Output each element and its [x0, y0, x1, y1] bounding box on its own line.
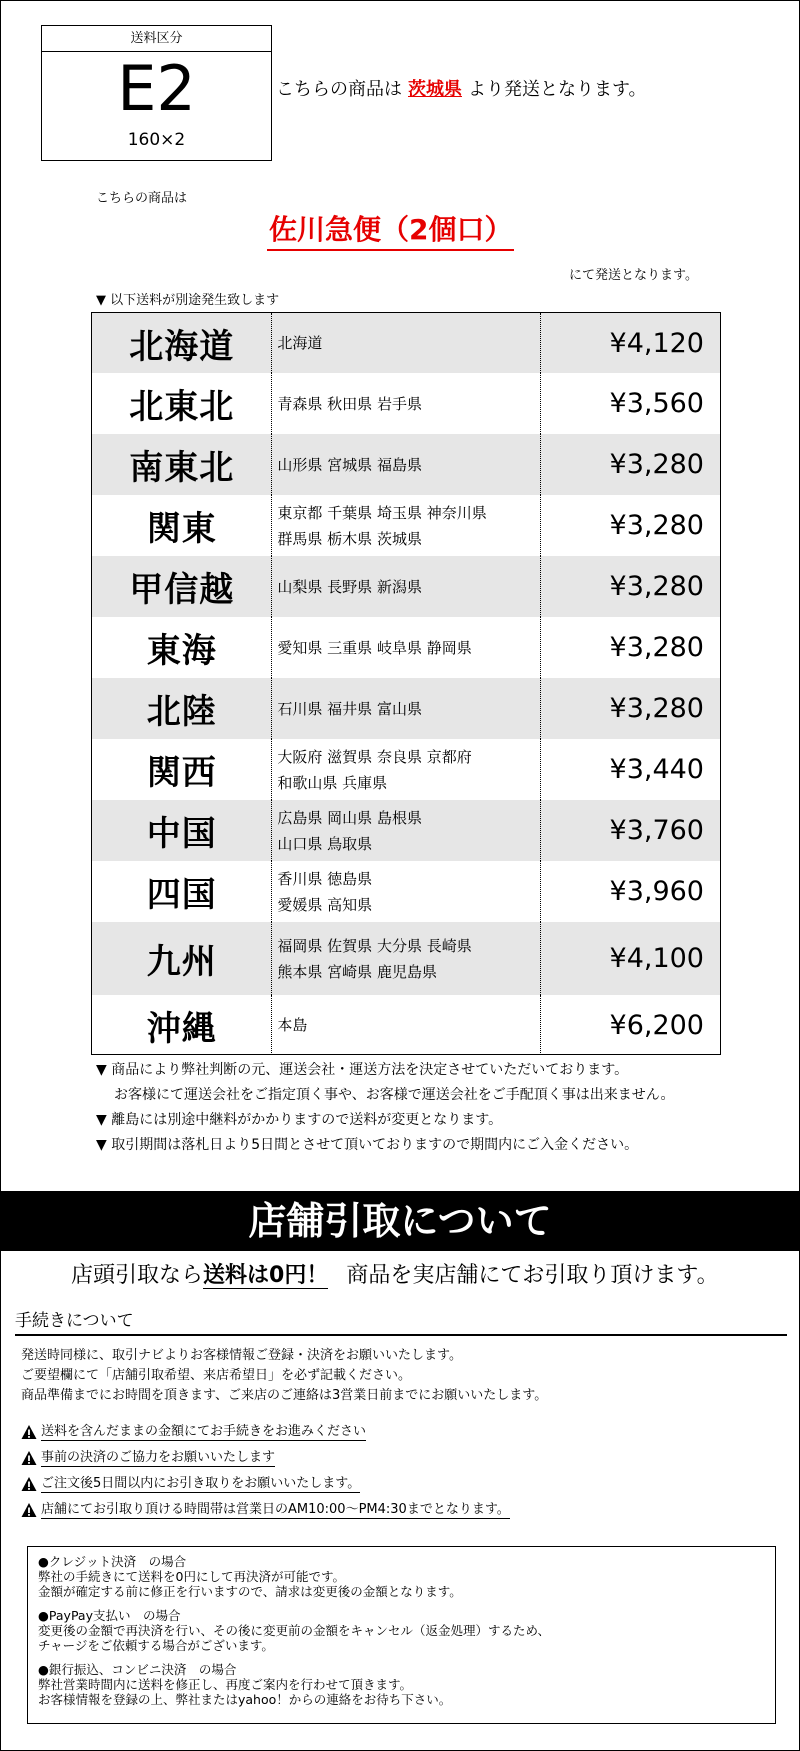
payment-line: 弊社の手続きにて送料を0円にして再決済が可能です。	[38, 1569, 345, 1584]
payment-line: 変更後の金額で再決済を行い、その後に変更前の金額をキャンセル（返金処理）するため、	[38, 1623, 551, 1638]
warning-icon	[21, 1424, 37, 1440]
region-prefectures	[271, 922, 540, 995]
payment-methods-box	[27, 1546, 776, 1724]
region-prefectures	[271, 739, 540, 800]
rate-row	[92, 861, 720, 922]
rate-row	[92, 739, 720, 800]
pickup-lead-post: 商品を実店舗にてお引取り頂けます。	[346, 1263, 719, 1288]
region-prefectures	[271, 495, 540, 556]
region-name: 九州	[146, 942, 217, 982]
rate-row	[92, 556, 720, 617]
carrier-intro: こちらの商品は	[96, 191, 188, 206]
warning-icon	[21, 1450, 37, 1466]
origin-pre: こちらの商品は	[276, 79, 402, 100]
prefecture-line: 広島県 岡山県 島根県	[277, 808, 422, 827]
payment-line: ●銀行振込、コンビニ決済 の場合	[38, 1662, 237, 1677]
region-price: ¥3,280	[609, 449, 704, 480]
region-name: 関西	[146, 753, 217, 793]
prefecture-line: 香川県 徳島県	[277, 869, 373, 888]
pickup-free-shipping: 送料は0円！	[203, 1263, 329, 1288]
prefecture-line: 和歌山県 兵庫県	[277, 773, 388, 792]
rate-row	[92, 678, 720, 739]
region-name: 関東	[146, 509, 217, 549]
prefecture-line: 東京都 千葉県 埼玉県 神奈川県	[277, 503, 487, 522]
region-prefectures	[271, 556, 540, 617]
region-price: ¥3,280	[609, 571, 704, 602]
prefecture-line: 山口県 鳥取県	[277, 834, 373, 853]
procedure-body	[21, 1346, 547, 1406]
region-prefectures	[271, 373, 540, 434]
zone-code: E2	[117, 52, 196, 125]
region-prefectures	[271, 313, 540, 373]
shipping-rate-table	[91, 312, 721, 1055]
rate-row	[92, 922, 720, 995]
region-price: ¥3,960	[609, 876, 704, 907]
warning-text: 送料を含んだままの金額にてお手続きをお進みください	[41, 1424, 367, 1439]
prefecture-line: 山形県 宮城県 福島県	[277, 455, 422, 474]
region-name: 四国	[146, 875, 217, 915]
origin-post: より発送となります。	[468, 79, 647, 100]
zone-size: 160×2	[127, 130, 186, 150]
warning-item	[21, 1445, 510, 1471]
region-name: 東海	[146, 631, 217, 671]
warning-text: 事前の決済のご協力をお願いいたします	[41, 1450, 276, 1465]
region-price: ¥4,100	[609, 943, 704, 974]
warning-item	[21, 1471, 510, 1497]
fee-note: ▼ 以下送料が別途発生致します	[96, 293, 280, 308]
warning-item	[21, 1419, 510, 1445]
region-prefectures	[271, 800, 540, 861]
payment-line: 弊社営業時間内に送料を修正し、再度ご案内を行わせて頂きます。	[38, 1677, 413, 1692]
region-name: 沖縄	[146, 1008, 217, 1049]
payment-group-credit	[38, 1554, 775, 1599]
payment-group-bank	[38, 1662, 775, 1707]
payment-group-paypay	[38, 1608, 775, 1653]
region-price: ¥4,120	[609, 327, 704, 359]
payment-line: ●PayPay支払い の場合	[38, 1608, 181, 1623]
note-line: お客様にて運送会社をご指定頂く事や、お客様で運送会社をご手配頂く事は出来ません。	[114, 1087, 675, 1103]
zone-label: 送料区分	[42, 26, 271, 52]
prefecture-line: 石川県 福井県 富山県	[277, 699, 422, 718]
warning-text: ご注文後5日間以内にお引き取りをお願いいたします。	[41, 1476, 361, 1491]
region-prefectures	[271, 617, 540, 678]
rate-row	[92, 617, 720, 678]
origin-prefecture: 茨城県	[408, 79, 462, 100]
region-price: ¥3,280	[609, 510, 704, 541]
rate-row	[92, 373, 720, 434]
shipping-zone-box	[41, 25, 272, 161]
pickup-lead	[71, 1260, 719, 1292]
region-prefectures	[271, 434, 540, 495]
prefecture-line: 熊本県 宮崎県 鹿児島県	[277, 962, 437, 981]
rate-row	[92, 800, 720, 861]
region-price: ¥3,280	[609, 693, 704, 724]
region-name: 南東北	[129, 448, 235, 488]
pickup-lead-pre: 店頭引取なら	[71, 1263, 204, 1288]
region-price: ¥3,760	[609, 815, 704, 846]
region-price: ¥3,280	[609, 632, 704, 663]
prefecture-line: 福岡県 佐賀県 大分県 長崎県	[277, 936, 472, 955]
region-prefectures	[271, 861, 540, 922]
note-line: ▼ 離島には別途中継料がかかりますので送料が変更となります。	[96, 1112, 503, 1128]
procedure-line: ご要望欄にて「店舗引取希望、来店希望日」を必ず記載ください。	[21, 1368, 412, 1383]
shipping-notes	[96, 1058, 675, 1158]
region-name: 北海道	[129, 326, 235, 367]
pickup-banner: 店舗引取について	[1, 1191, 799, 1251]
warning-text: 店舗にてお引取り頂ける時間帯は営業日のAM10:00～PM4:30までとなります。	[41, 1502, 510, 1517]
region-name: 北東北	[129, 387, 235, 427]
region-name: 中国	[146, 814, 217, 854]
region-name: 甲信越	[129, 570, 235, 610]
procedure-line: 発送時同様に、取引ナビよりお客様情報ご登録・決済をお願いいたします。	[21, 1348, 462, 1363]
warning-list	[21, 1419, 510, 1523]
payment-line: チャージをご依頼する場合がございます。	[38, 1638, 274, 1653]
region-price: ¥3,560	[609, 388, 704, 419]
region-name: 北陸	[146, 692, 217, 732]
region-prefectures	[271, 995, 540, 1055]
origin-statement	[276, 77, 647, 103]
prefecture-line: 愛媛県 高知県	[277, 895, 373, 914]
payment-line: ●クレジット決済 の場合	[38, 1554, 187, 1569]
note-line: ▼ 取引期間は落札日より5日間とさせて頂いておりますので期間内にご入金ください。	[96, 1137, 639, 1153]
procedure-title: 手続きについて	[15, 1308, 787, 1336]
payment-line: お客様情報を登録の上、弊社またはyahoo！からの連絡をお待ち下さい。	[38, 1692, 452, 1707]
prefecture-line: 山梨県 長野県 新潟県	[277, 577, 422, 596]
rate-row	[92, 434, 720, 495]
carrier-suffix: にて発送となります。	[569, 268, 698, 283]
region-prefectures	[271, 678, 540, 739]
warning-icon	[21, 1502, 37, 1518]
warning-icon	[21, 1476, 37, 1492]
note-line: ▼ 商品により弊社判断の元、運送会社・運送方法を決定させていただいております。	[96, 1062, 629, 1078]
prefecture-line: 愛知県 三重県 岐阜県 静岡県	[277, 638, 472, 657]
prefecture-line: 青森県 秋田県 岩手県	[277, 394, 422, 413]
warning-item	[21, 1497, 510, 1523]
region-price: ¥6,200	[609, 1009, 704, 1041]
procedure-line: 商品準備までにお時間を頂きます、ご来店のご連絡は3営業日前までにお願いいたします。	[21, 1388, 548, 1403]
prefecture-line: 大阪府 滋賀県 奈良県 京都府	[277, 747, 472, 766]
carrier-name: 佐川急便（2個口）	[267, 211, 514, 251]
payment-line: 金額が確定する前に修正を行いますので、請求は変更後の金額となります。	[38, 1584, 462, 1599]
prefecture-line: 北海道	[277, 334, 323, 352]
region-price: ¥3,440	[609, 754, 704, 785]
prefecture-line: 本島	[277, 1016, 308, 1034]
prefecture-line: 群馬県 栃木県 茨城県	[277, 529, 422, 548]
rate-row	[92, 995, 720, 1055]
rate-row	[92, 495, 720, 556]
rate-row	[92, 313, 720, 373]
